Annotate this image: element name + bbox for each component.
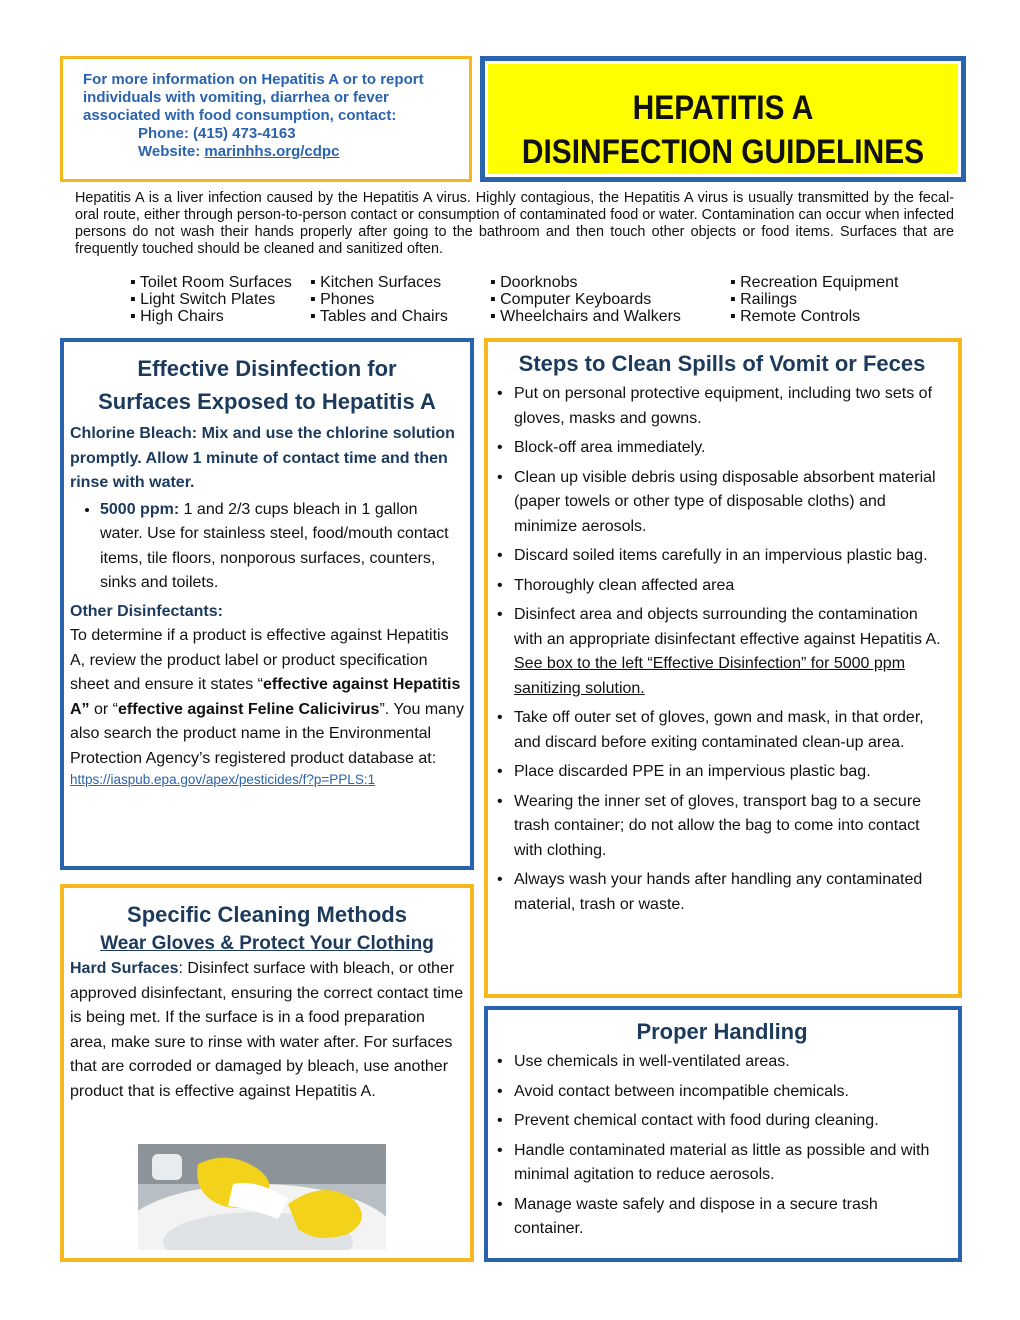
surface-item: ▪ Recreation Equipment — [730, 274, 899, 291]
other-disinfectants-label: Other Disinfectants: — [70, 602, 223, 620]
disinfect-crossref-link[interactable]: See box to the left “Effective Disinfection” for 5000 ppm sanitizing solution. — [514, 655, 906, 697]
list-item: • Place discarded PPE in an impervious plastic bag. — [494, 760, 950, 785]
contact-line-2: individuals with vomiting, diarrhea or fever — [83, 89, 389, 106]
list-item: • Put on personal protective equipment, including two sets of gloves, masks and gowns. — [494, 382, 950, 431]
list-item: • Take off outer set of gloves, gown and mask, in that order, and discard before exiting contaminated clean-up area. — [494, 706, 950, 755]
list-item: • Thoroughly clean affected area — [494, 574, 950, 599]
steps-heading: Steps to Clean Spills of Vomit or Feces — [518, 351, 926, 376]
contact-line-1: For more information on Hepatitis A or to report — [83, 71, 424, 88]
surface-item: ▪ Doorknobs — [490, 274, 578, 291]
list-item: • Prevent chemical contact with food during cleaning. — [494, 1109, 950, 1134]
list-item: • Manage waste safely and dispose in a secure trash container. — [494, 1193, 950, 1242]
specific-subheading: Wear Gloves & Protect Your Clothing — [100, 933, 434, 954]
list-item: • Handle contaminated material as little as possible and with minimal agitation to reduce aerosols. — [494, 1139, 950, 1188]
cleaning-illustration — [138, 1144, 386, 1250]
proper-handling-box — [484, 1006, 962, 1262]
page-title-line-1: HEPATITIS A — [632, 89, 814, 127]
specific-cleaning-box — [60, 884, 474, 1262]
hard-surfaces-label: Hard Surfaces — [70, 960, 179, 977]
title-box — [480, 56, 966, 182]
surfaces-row — [130, 308, 930, 325]
title-banner — [488, 64, 958, 174]
effective-disinfection-box — [60, 338, 474, 870]
surface-item: ▪ Tables and Chairs — [310, 308, 448, 325]
surface-item: ▪ Toilet Room Surfaces — [130, 274, 292, 291]
list-item: • Discard soiled items carefully in an impervious plastic bag. — [494, 544, 950, 569]
other-disinfectants-text — [70, 624, 464, 771]
intro-paragraph: Hepatitis A is a liver infection caused by the Hepatitis A virus. Highly contagious, the Hepatitis A virus is usually transmitted by the fecal-oral route, either through person-to-person contact or consumption of contaminated food or water. Contamination can occur when infected persons do not wash their hands properly after going to the bathroom and then touch other objects or food items. Surfaces that are frequently touched should be cleaned and sanitized often. — [75, 190, 954, 257]
list-item: • Always wash your hands after handling any contaminated material, trash or waste. — [494, 868, 950, 917]
ppm-item — [100, 498, 464, 596]
ppm-list — [70, 498, 464, 596]
list-item: • Wearing the inner set of gloves, transport bag to a secure trash container; do not allow the bag to come into contact with clothing. — [494, 790, 950, 864]
list-item: • Avoid contact between incompatible chemicals. — [494, 1080, 950, 1105]
steps-list — [494, 382, 950, 917]
contact-website — [83, 143, 459, 161]
bleach-instructions: Chlorine Bleach: Mix and use the chlorine solution promptly. Allow 1 minute of contact time and then rinse with water. — [70, 425, 455, 491]
effective-heading-1: Effective Disinfection for — [137, 356, 397, 381]
surface-item: ▪ Computer Keyboards — [490, 291, 652, 308]
list-item: • Block-off area immediately. — [494, 436, 950, 461]
effective-heading-2: Surfaces Exposed to Hepatitis A — [98, 389, 436, 414]
handling-heading: Proper Handling — [636, 1019, 808, 1044]
surfaces-row — [130, 291, 930, 308]
list-item: • Clean up visible debris using disposable absorbent material (paper towels or other type of disposable cloths) and minimize aerosols. — [494, 466, 950, 540]
website-link[interactable]: marinhhs.org/cdpc — [204, 143, 340, 160]
list-item — [494, 603, 950, 701]
disinfect-text: Disinfect area and objects surrounding the contamination with an appropriate disinfectant effective against Hepatitis A. — [514, 606, 941, 648]
surface-item: ▪ Railings — [730, 291, 798, 308]
website-label: Website: — [138, 143, 205, 160]
intro-section — [75, 190, 954, 258]
ppm-label: 5000 ppm: — [100, 500, 180, 518]
surfaces-row — [130, 274, 930, 291]
other-text-1: To determine if a product is effective against Hepatitis A, review the product label or product specification sheet and ensure it states “ — [70, 627, 449, 693]
surface-item: ▪ Kitchen Surfaces — [310, 274, 442, 291]
list-item: • Use chemicals in well-ventilated areas. — [494, 1050, 950, 1075]
surface-item: ▪ Remote Controls — [730, 308, 861, 325]
contact-phone: Phone: (415) 473-4163 — [138, 125, 296, 142]
other-bold-2: effective against Feline Calicivirus — [118, 700, 380, 718]
surface-item: ▪ High Chairs — [130, 308, 224, 325]
surfaces-list — [130, 274, 930, 325]
other-text-3: ”. You many also search the product name in the Environmental Protection Agency’s registered product database at: — [70, 700, 464, 767]
ppm-text: 1 and 2/3 cups bleach in 1 gallon water. Use for stainless steel, food/mouth contact items, tile floors, nonporous surfaces, counters, sinks and toilets. — [100, 500, 449, 591]
hard-surfaces-body: : Disinfect surface with bleach, or other approved disinfectant, ensuring the correct contact time is being met. If the surface is in a food preparation area, make sure to rinse with water after. For surfaces that are corroded or damaged by bleach, use another product that is effective against Hepatitis A. — [70, 960, 464, 1100]
cleaning-photo — [138, 1144, 386, 1250]
contact-box — [60, 56, 472, 182]
surface-item: ▪ Light Switch Plates — [130, 291, 276, 308]
contact-line-3: associated with food consumption, contact: — [83, 107, 397, 124]
surface-item: ▪ Phones — [310, 291, 375, 308]
page-title-line-2: DISINFECTION GUIDELINES — [521, 133, 925, 171]
other-text-2: or “ — [89, 700, 119, 718]
hard-surfaces-text — [70, 957, 464, 1104]
epa-database-link[interactable]: https://iaspub.epa.gov/apex/pesticides/f?p=PPLS:1 — [70, 772, 376, 787]
other-bold-1: effective against Hepatitis A” — [70, 676, 461, 718]
surface-item: ▪ Wheelchairs and Walkers — [490, 308, 681, 325]
handling-list — [494, 1050, 950, 1242]
specific-heading: Specific Cleaning Methods — [127, 902, 407, 927]
spill-cleanup-steps-box — [484, 338, 962, 998]
